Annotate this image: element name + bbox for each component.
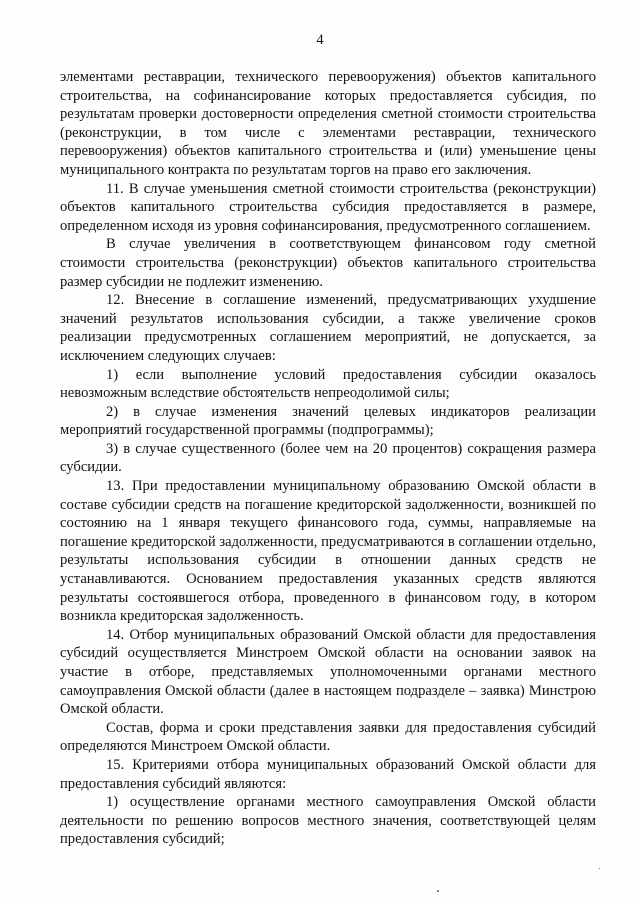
list-item: 1) осуществление органами местного самоуправления Омской области деятельности по решению вопросов местного значения, соответствующей целям предоставления субсидий; [60, 794, 596, 848]
page-number: 4 [316, 32, 324, 48]
paragraph: 14. Отбор муниципальных образований Омской области для предоставления субсидий осуществляется Минстроем Омской области на основании заявок на участие в отборе, представляемых уполномоченными органами местного самоуправления Омской области (далее в настоящем подразделе – заявка) Минстрою Омской области. [60, 626, 596, 718]
body-text [60, 68, 596, 849]
paragraph: 11. В случае уменьшения сметной стоимости строительства (реконструкции) объектов капитального строительства субсидия предоставляется в размере, определенном исходя из уровня софинансирования, предусмотренного соглашением. [60, 180, 596, 234]
paragraph: 13. При предоставлении муниципальному образованию Омской области в составе субсидии средств на погашение кредиторской задолженности, возникшей по состоянию на 1 января текущего финансового года, суммы, направляемые на погашение кредиторской задолженности, предусматриваются в соглашении отдельно, результаты использования субсидии в отношении данных средств не устанавливаются. Основанием предоставления указанных средств являются результаты состоявшегося отбора, проведенного в финансовом году, в котором возникла кредиторская задолженность. [60, 478, 596, 625]
scan-speck [437, 890, 439, 892]
list-item: 2) в случае изменения значений целевых индикаторов реализации мероприятий государственной программы (подпрограммы); [60, 403, 596, 439]
list-item: 1) если выполнение условий предоставления субсидии оказалось невозможным вследствие обстоятельств непреодолимой силы; [60, 366, 596, 402]
paragraph: Состав, форма и сроки представления заявки для предоставления субсидий определяются Минстроем Омской области. [60, 719, 596, 755]
list-item: 3) в случае существенного (более чем на 20 процентов) сокращения размера субсидии. [60, 440, 596, 476]
paragraph: 15. Критериями отбора муниципальных образований Омской области для предоставления субсидий являются: [60, 756, 596, 792]
paragraph: элементами реставрации, технического перевооружения) объектов капитального строительства, на софинансирование которых предоставляется субсидия, по результатам проверки достоверности определения сметной стоимости строительства (реконструкции, в том числе с элементами реставрации, технического перевооружения) объектов капитального строительства и (или) уменьшение цены муниципального контракта по результатам торгов на право его заключения. [60, 69, 596, 178]
paragraph: 12. Внесение в соглашение изменений, предусматривающих ухудшение значений результатов использования субсидии, а также увеличение сроков реализации предусмотренных соглашением мероприятий, не допускается, за исключением следующих случаев: [60, 292, 596, 364]
paragraph: В случае увеличения в соответствующем финансовом году сметной стоимости строительства (реконструкции) объектов капитального строительства размер субсидии не подлежит изменению. [60, 236, 596, 290]
scan-speck [599, 868, 600, 869]
